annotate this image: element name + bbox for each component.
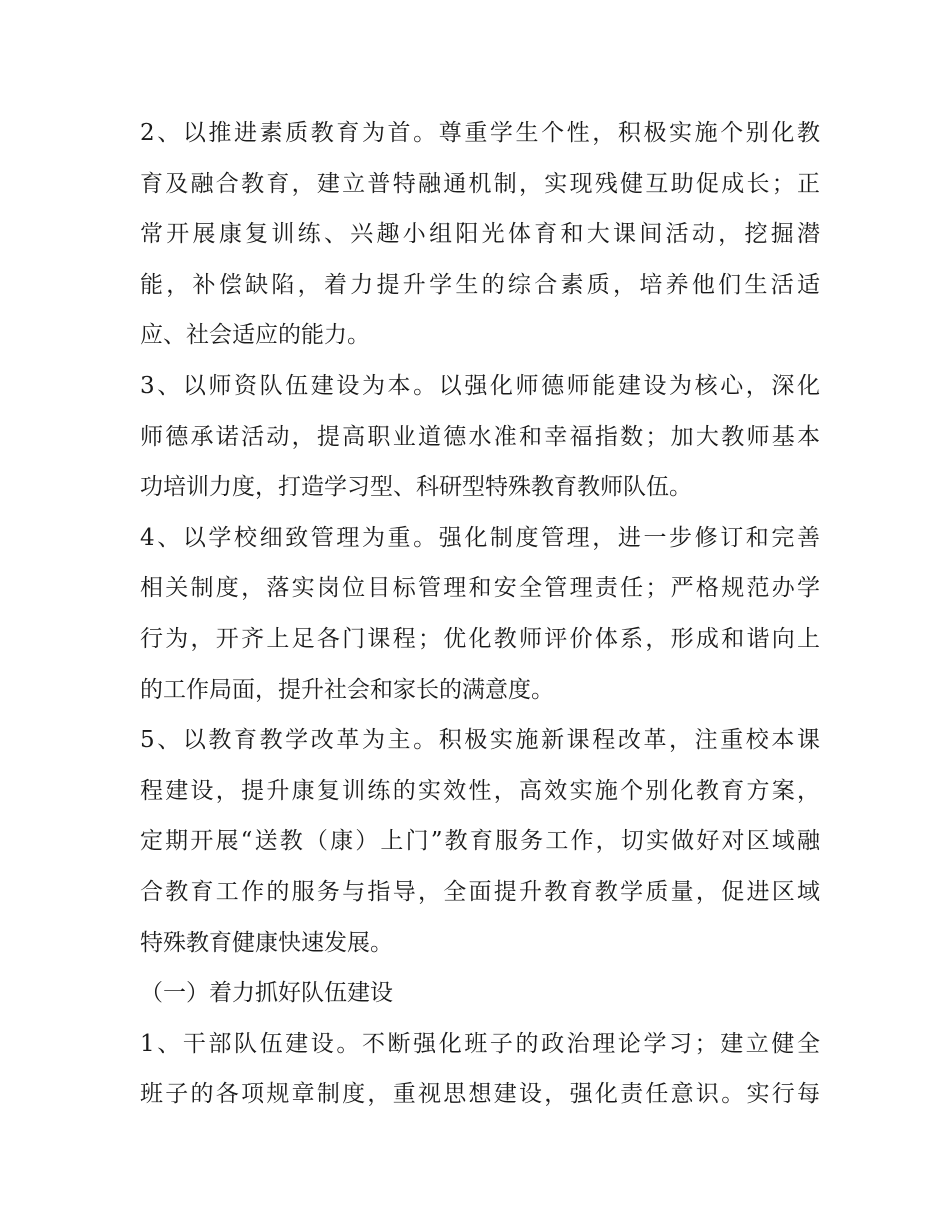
text-line-15: 定期开展“送教（康）上门”教育服务工作，切实做好对区域融 <box>140 828 820 855</box>
text-line-20: 班子的各项规章制度，重视思想建设，强化责任意识。实行每 <box>140 1081 820 1108</box>
text-line-10: 相关制度，落实岗位目标管理和安全管理责任；严格规范办学 <box>140 575 820 602</box>
text-line-4: 能，补偿缺陷，着力提升学生的综合素质，培养他们生活适 <box>140 271 820 298</box>
text-line-6: 3、以师资队伍建设为本。以强化师德师能建设为核心，深化 <box>140 372 820 399</box>
text-line-2: 育及融合教育，建立普特融通机制，实现残健互助促成长；正 <box>140 170 820 197</box>
section-heading: （一）着力抓好队伍建设 <box>140 980 393 1007</box>
document-page <box>140 108 820 1120</box>
text-line-1: 2、以推进素质教育为首。尊重学生个性，积极实施个别化教 <box>140 120 820 146</box>
text-line-13: 5、以教育教学改革为主。积极实施新课程改革，注重校本课 <box>140 727 820 754</box>
text-line-5: 应、社会适应的能力。 <box>140 322 370 349</box>
text-line-3: 常开展康复训练、兴趣小组阳光体育和大课间活动，挖掘潜 <box>140 221 820 248</box>
text-line-11: 行为，开齐上足各门课程；优化教师评价体系，形成和谐向上 <box>140 625 820 652</box>
text-line-19: 1、干部队伍建设。不断强化班子的政治理论学习；建立健全 <box>140 1030 820 1057</box>
text-line-8: 功培训力度，打造学习型、科研型特殊教育教师队伍。 <box>140 474 692 501</box>
text-line-17: 特殊教育健康快速发展。 <box>140 929 393 956</box>
text-line-14: 程建设，提升康复训练的实效性，高效实施个别化教育方案， <box>140 777 820 804</box>
text-line-12: 的工作局面，提升社会和家长的满意度。 <box>140 676 554 703</box>
text-line-7: 师德承诺活动，提高职业道德水准和幸福指数；加大教师基本 <box>140 423 820 450</box>
text-line-16: 合教育工作的服务与指导，全面提升教育教学质量，促进区域 <box>140 878 820 905</box>
text-line-9: 4、以学校细致管理为重。强化制度管理，进一步修订和完善 <box>140 524 820 551</box>
